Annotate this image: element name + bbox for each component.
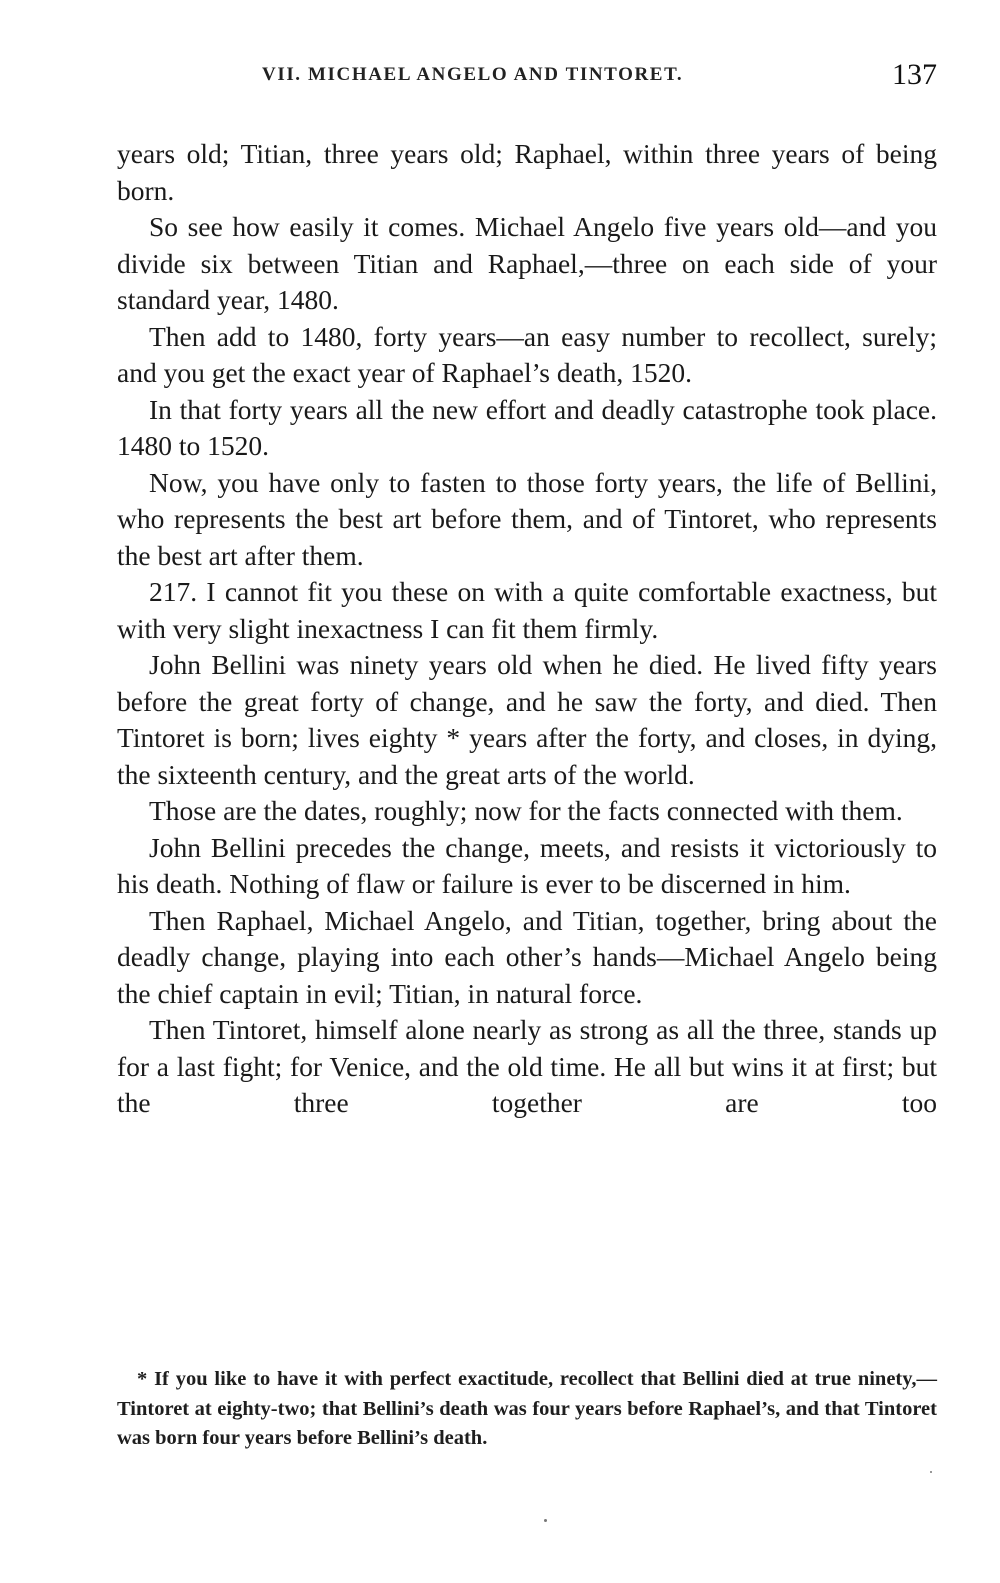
paragraph-1: years old; Titian, three years old; Raphael, within three years of being born.: [117, 138, 937, 206]
paragraph-10: Then Raphael, Michael Angelo, and Titian, together, bring about the deadly change, playing into each other’s hands—Michael Angelo being the chief captain in evil; Titian, in natural force.: [117, 904, 937, 1009]
footnote: * If you like to have it with perfect exactitude, recollect that Bellini died at true ninety,—Tintoret at eighty-two; that Bellini’s death was four years before Raphael’s, and that Tintoret was born four years before Bellini’s death.: [117, 1368, 937, 1449]
running-head: VII. MICHAEL ANGELO AND TINTORET.: [262, 64, 684, 85]
body-text: [117, 136, 937, 1122]
paragraph-6: 217. I cannot fit you these on with a quite comfortable exactness, but with very slight inexactness I can fit them firmly.: [117, 576, 937, 644]
paragraph-7: John Bellini was ninety years old when he died. He lived fifty years before the great forty of change, and he saw the forty, and died. Then Tintoret is born; lives eighty * years after the forty, and closes, in dying, the sixteenth century, and the great arts of the world.: [117, 649, 937, 790]
paragraph-9: John Bellini precedes the change, meets, and resists it victoriously to his death. Nothing of flaw or failure is ever to be discerned in him.: [117, 831, 937, 899]
paragraph-2: So see how easily it comes. Michael Angelo five years old—and you divide six between Titian and Raphael,—three on each side of your standard year, 1480.: [117, 211, 937, 315]
paragraph-3: Then add to 1480, forty years—an easy number to recollect, surely; and you get the exact year of Raphael’s death, 1520.: [117, 320, 937, 388]
page-header: [117, 60, 937, 100]
paragraph-4: In that forty years all the new effort and deadly catastrophe took place. 1480 to 1520.: [117, 393, 937, 461]
print-speck: [544, 1519, 547, 1522]
paragraph-5: Now, you have only to fasten to those forty years, the life of Bellini, who represents the best art before them, and of Tintoret, who represents the best art after them.: [117, 466, 937, 571]
print-speck: [930, 1471, 932, 1473]
paragraph-11: Then Tintoret, himself alone nearly as strong as all the three, stands up for a last fight; for Venice, and the old time. He all but wins it at first; but the three together are too: [117, 1014, 937, 1118]
paragraph-8: Those are the dates, roughly; now for the facts connected with them.: [149, 795, 903, 826]
page-number: 137: [892, 58, 937, 91]
